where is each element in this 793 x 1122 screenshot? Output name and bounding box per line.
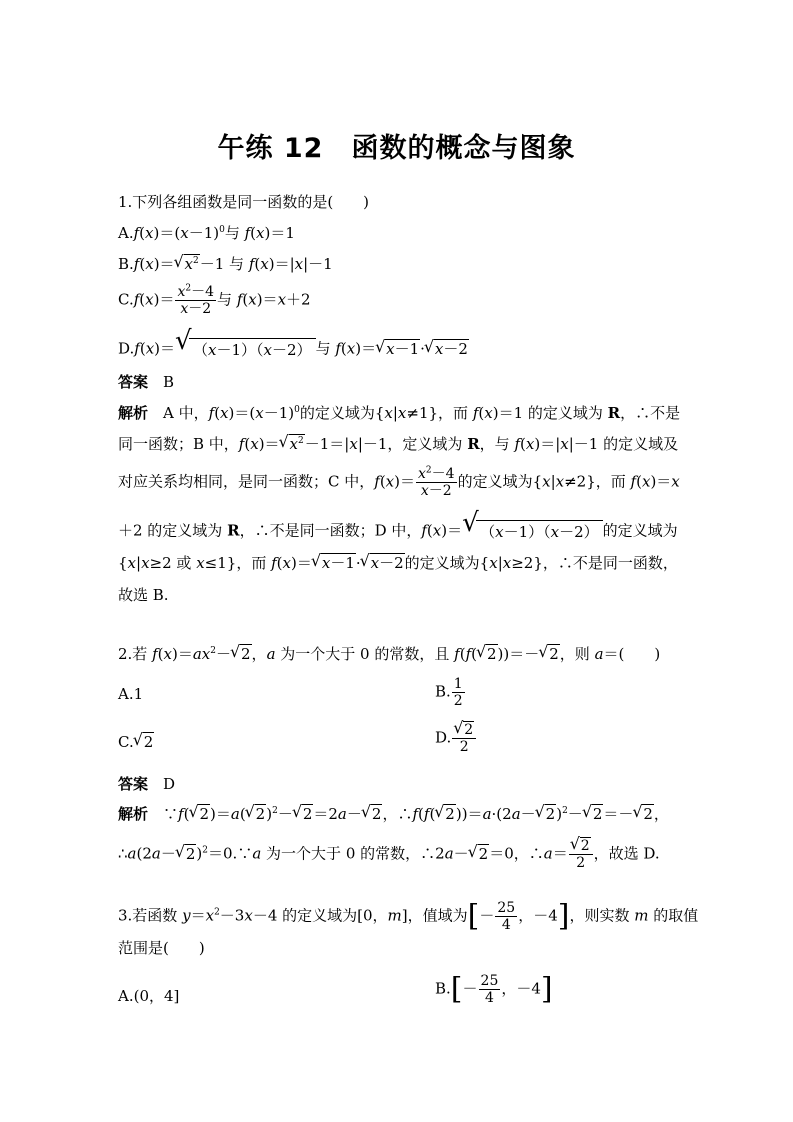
q2-stem: 2.若 $f(x)=ax^2-√$ 2，a 为一个大于 0 的常数，且 f(f(√ 2))＝－√ 2，则 a＝( ) — [118, 644, 660, 664]
q1-option-c: C.f(x)＝ $\frac{x^2-4}{x-2}$ 与 f(x)＝x＋2 — [118, 283, 311, 317]
q2-analysis-line2: ∴a(2a－√ 2)$^2$＝0.∵a 为一个大于 0 的常数，∴2a－√ 2＝0，∴a＝ √ $\frac{2}{2}$ ，故选 D. — [118, 838, 660, 871]
q3-stem-line2: 范围是( ) — [118, 939, 205, 957]
q3-stem-line1: 3.若函数 $y=x^2-3x-4$ 的定义域为[0，m]，值域为[－ $\frac{25}{4}$ ，－4]，则实数 m 的取值 — [118, 898, 699, 934]
q2-option-b: B. $\frac{1}{2}$ — [435, 676, 463, 709]
q1-analysis-line3: 对应关系均相同，是同一函数；C 中，f(x)＝ $\frac{x^2-4}{x-2}$ 的定义域为{x|x≠2}，而 f(x)＝x — [118, 465, 680, 499]
q2-answer-value: D — [163, 775, 176, 793]
q1-analysis-line4: ＋2 的定义域为 R，∴不是同一函数；D 中，f(x)＝√ （x－1）（x－2） 的定义域为 — [118, 520, 678, 543]
q1-option-b: B.f(x)＝√ $x^2-1$ 与 f(x)＝|x|－1 — [118, 254, 333, 274]
q2-option-a: A.1 — [118, 685, 144, 703]
q1-analysis-label: 解析 — [118, 404, 149, 422]
q2-answer-label: 答案 — [118, 775, 149, 793]
q1-option-a: $A.f(x)=(x-1)^0$与 f(x)＝1 — [118, 224, 295, 242]
q1-analysis-line5: {x|x≥2 或 x≤1}，而 f(x)＝√ x－1·√ x－2的定义域为{x|x≥2}，∴不是同一函数， — [118, 553, 678, 573]
q2-option-d: D. √ $\frac{2}{2}$ — [435, 722, 477, 755]
q1-option-d: D.f(x)＝√ （x－1）（x－2） 与 f(x)＝√ x－1·√ x－2 — [118, 338, 469, 361]
q3-option-b: B.[－ $\frac{25}{4}$ ，－4] — [435, 971, 553, 1007]
q1-answer — [118, 372, 174, 392]
q1-analysis-line6: 故选 B. — [118, 586, 169, 604]
page-title: 午练 12 函数的概念与图象 — [217, 133, 576, 164]
q1-answer-value: B — [163, 373, 175, 391]
q2-analysis-line1: 解析 ∵f(√ 2)＝a(√ 2)$^2$－√ 2＝2a－√ 2，∴f(f(√ 2))＝a·(2a－√ 2)$^2$－√ 2＝－√ 2， — [118, 804, 669, 824]
q1-analysis-line2: 同一函数；B 中，f(x)＝√ $x^2-1=|x|-1$，定义域为 R，与 f(x)＝|x|－1 的定义域及 — [118, 434, 678, 454]
q2-answer — [118, 774, 175, 794]
q1-stem: 1.下列各组函数是同一函数的是( ) — [118, 193, 370, 211]
q1-answer-label: 答案 — [118, 373, 149, 391]
q3-option-a: A.(0，4] — [118, 987, 180, 1005]
q1-analysis-line1: 解析 A 中，$f(x)=(x-1)^0$的定义域为{x|x≠1}，而 f(x)＝1 的定义域为 R，∴不是 — [118, 404, 681, 422]
q2-option-c: C.√ 2 — [118, 732, 154, 752]
q2-analysis-label: 解析 — [118, 805, 149, 823]
